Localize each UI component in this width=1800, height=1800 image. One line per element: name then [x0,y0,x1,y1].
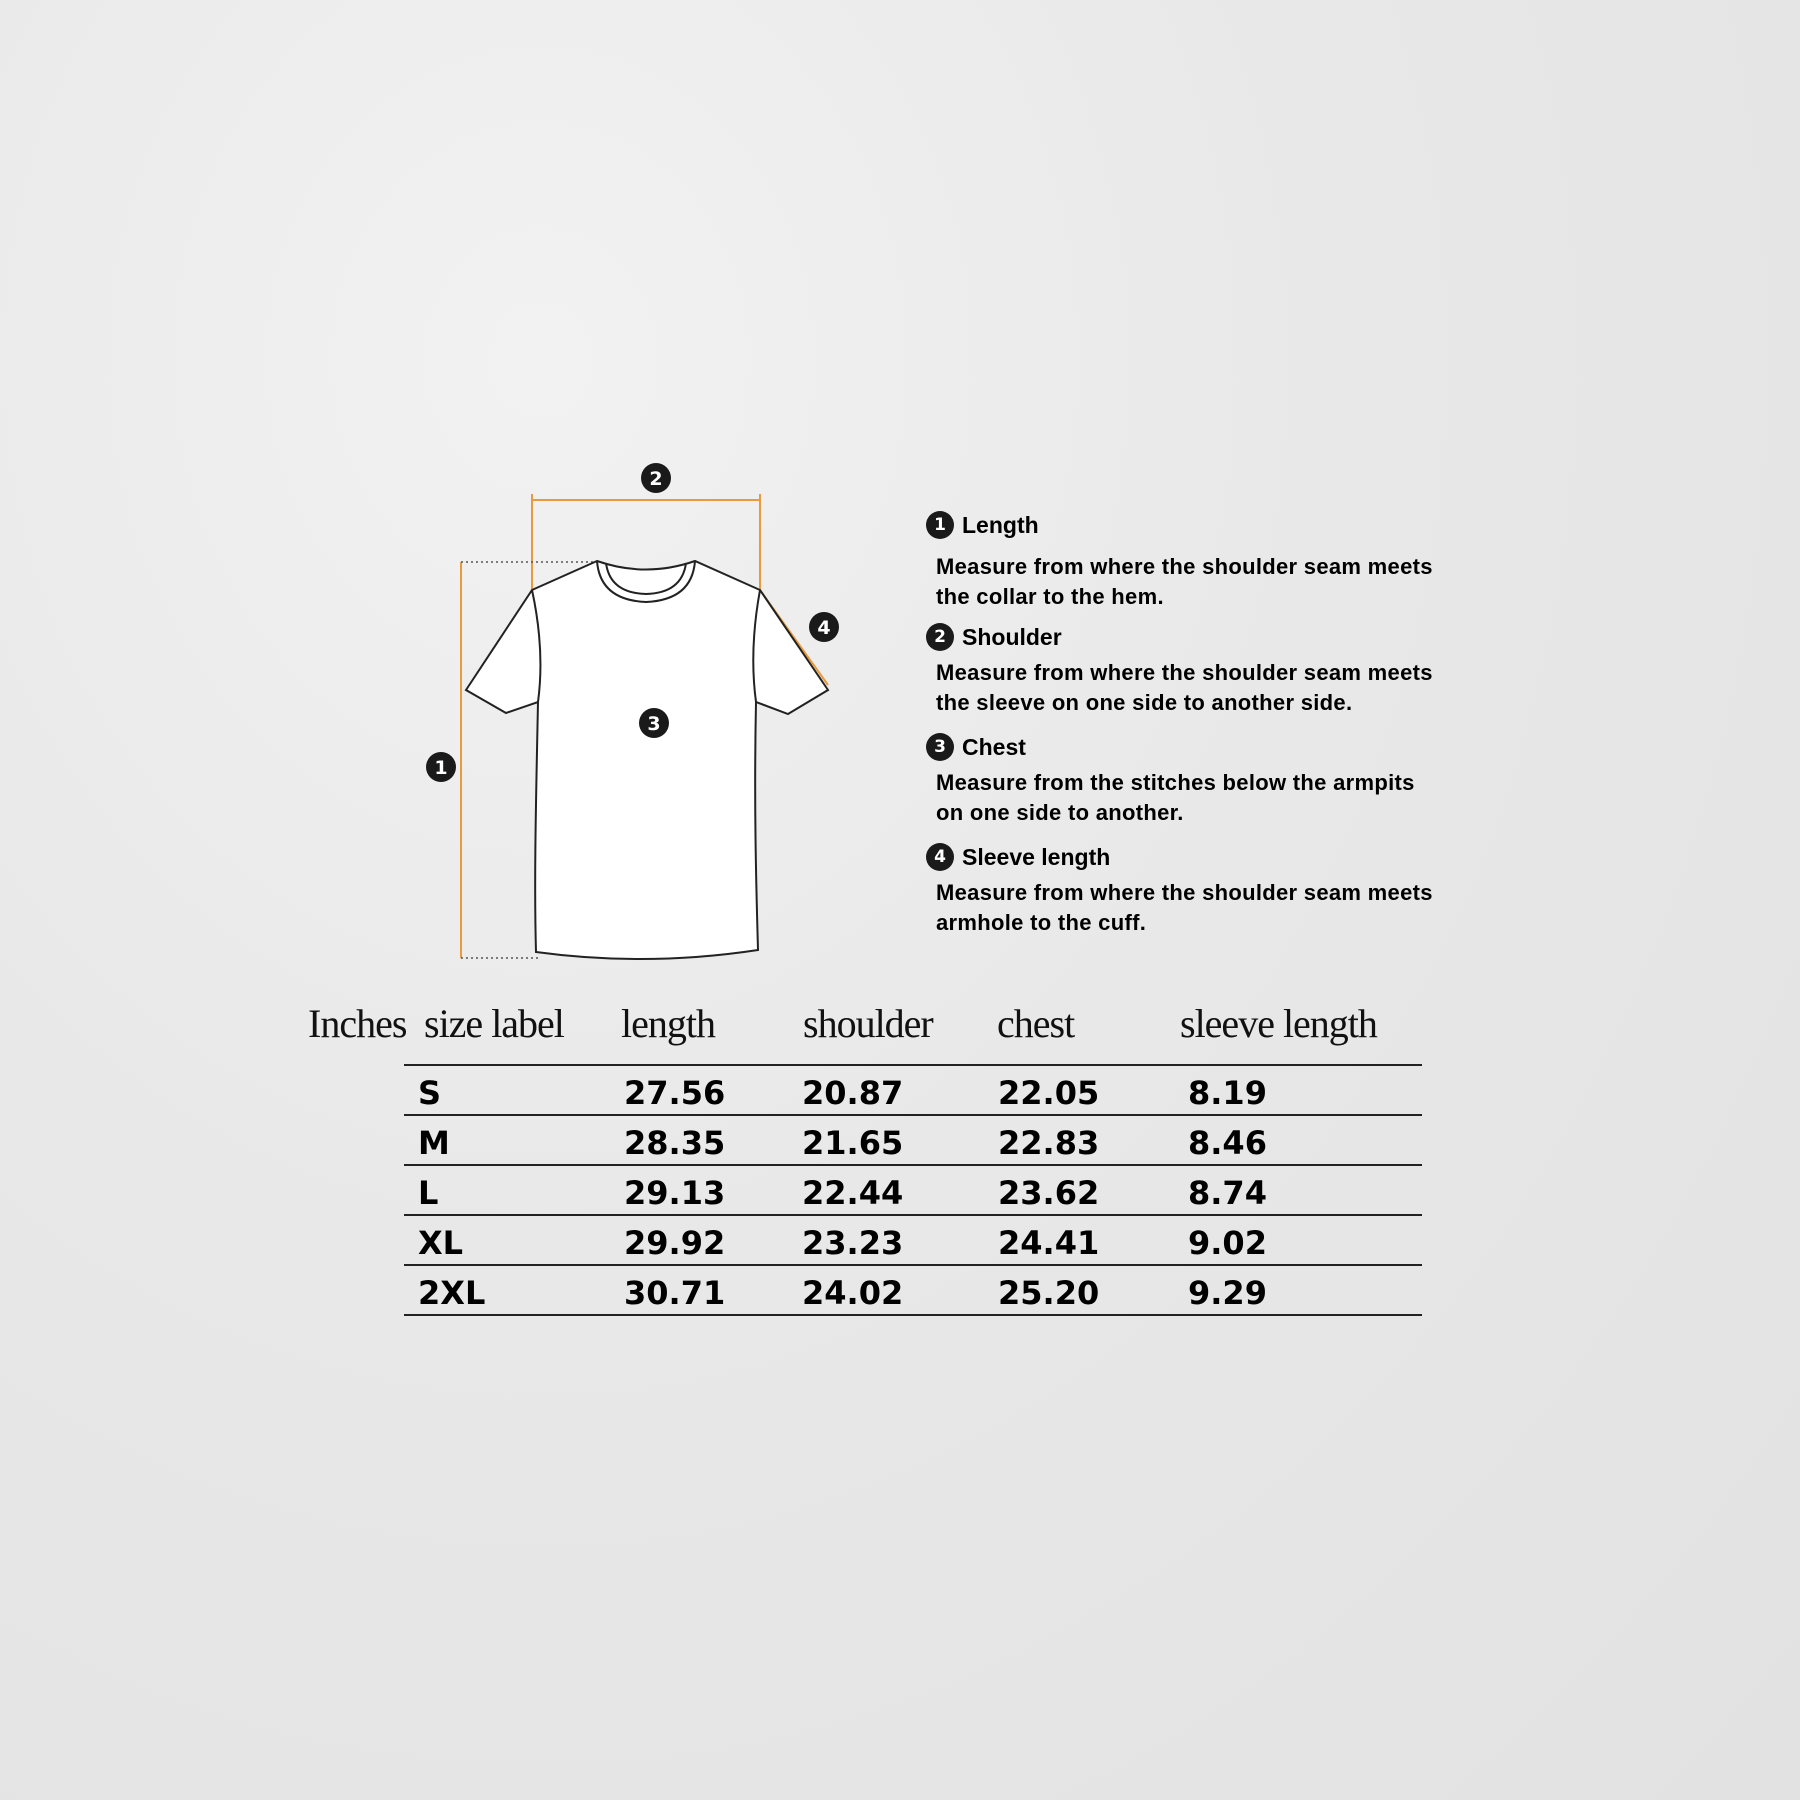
guide-length [926,508,1446,612]
guide-shoulder-label: Shoulder [962,623,1062,650]
table-row [404,1064,1422,1114]
chest-cell: 25.20 [998,1274,1100,1312]
guide-sleeve-length-description: Measure from where the shoulder seam meets armhole to the cuff. [936,880,1433,935]
header-sleeve-length: sleeve length [1180,1001,1377,1046]
size-table-header [0,1000,1800,1060]
sleeve-length-cell: 9.29 [1188,1274,1267,1312]
guide-length-title [926,508,1446,542]
length-cell: 27.56 [624,1074,726,1112]
size-cell: L [418,1174,439,1212]
svg-text:1: 1 [434,757,448,779]
size-cell: 2XL [418,1274,486,1312]
length-cell: 29.13 [624,1174,726,1212]
unit-label: Inches [308,1001,407,1046]
guide-chest-title [926,730,1446,764]
guide-sleeve-length-title [926,840,1446,874]
guide-chest-description: Measure from the stitches below the armpits on one side to another. [936,770,1415,825]
table-row [404,1164,1422,1214]
marker-3 [639,708,669,738]
table-row [404,1264,1422,1316]
shoulder-cell: 21.65 [802,1124,904,1162]
number-1-icon: 1 [926,511,954,539]
chest-cell: 24.41 [998,1224,1100,1262]
length-cell: 29.92 [624,1224,726,1262]
guide-chest-label: Chest [962,733,1026,760]
chest-cell: 23.62 [998,1174,1100,1212]
guide-shoulder [926,620,1446,718]
shoulder-cell: 22.44 [802,1174,904,1212]
length-cell: 30.71 [624,1274,726,1312]
number-3-icon: 3 [926,733,954,761]
guide-chest [926,730,1446,828]
sleeve-length-cell: 8.46 [1188,1124,1267,1162]
size-table [404,1064,1422,1316]
tshirt-outline [466,561,831,959]
shoulder-cell: 20.87 [802,1074,904,1112]
header-length: length [621,1001,715,1046]
header-size-label: size label [424,1001,564,1046]
length-cell: 28.35 [624,1124,726,1162]
measurement-guide [926,508,1446,938]
chest-cell: 22.05 [998,1074,1100,1112]
size-cell: XL [418,1224,464,1262]
sleeve-length-cell: 9.02 [1188,1224,1267,1262]
number-4-icon: 4 [926,843,954,871]
shoulder-cell: 23.23 [802,1224,904,1262]
marker-1 [426,752,456,782]
guide-length-description: Measure from where the shoulder seam meets the collar to the hem. [936,554,1433,609]
svg-text:4: 4 [817,617,831,639]
svg-text:2: 2 [649,468,663,490]
guide-length-label: Length [962,511,1039,538]
number-2-icon: 2 [926,623,954,651]
guide-shoulder-description: Measure from where the shoulder seam meets the sleeve on one side to another side. [936,660,1433,715]
sleeve-length-cell: 8.74 [1188,1174,1267,1212]
marker-2 [641,463,671,493]
sleeve-length-cell: 8.19 [1188,1074,1267,1112]
header-shoulder: shoulder [803,1001,933,1046]
header-chest: chest [997,1001,1075,1046]
guide-sleeve-length [926,840,1446,938]
size-cell: S [418,1074,442,1112]
chest-cell: 22.83 [998,1124,1100,1162]
guide-sleeve-length-label: Sleeve length [962,843,1111,870]
guide-shoulder-title [926,620,1446,654]
svg-text:3: 3 [647,713,661,735]
marker-4 [809,612,839,642]
shoulder-cell: 24.02 [802,1274,904,1312]
table-row [404,1114,1422,1164]
table-row [404,1214,1422,1264]
size-cell: M [418,1124,450,1162]
